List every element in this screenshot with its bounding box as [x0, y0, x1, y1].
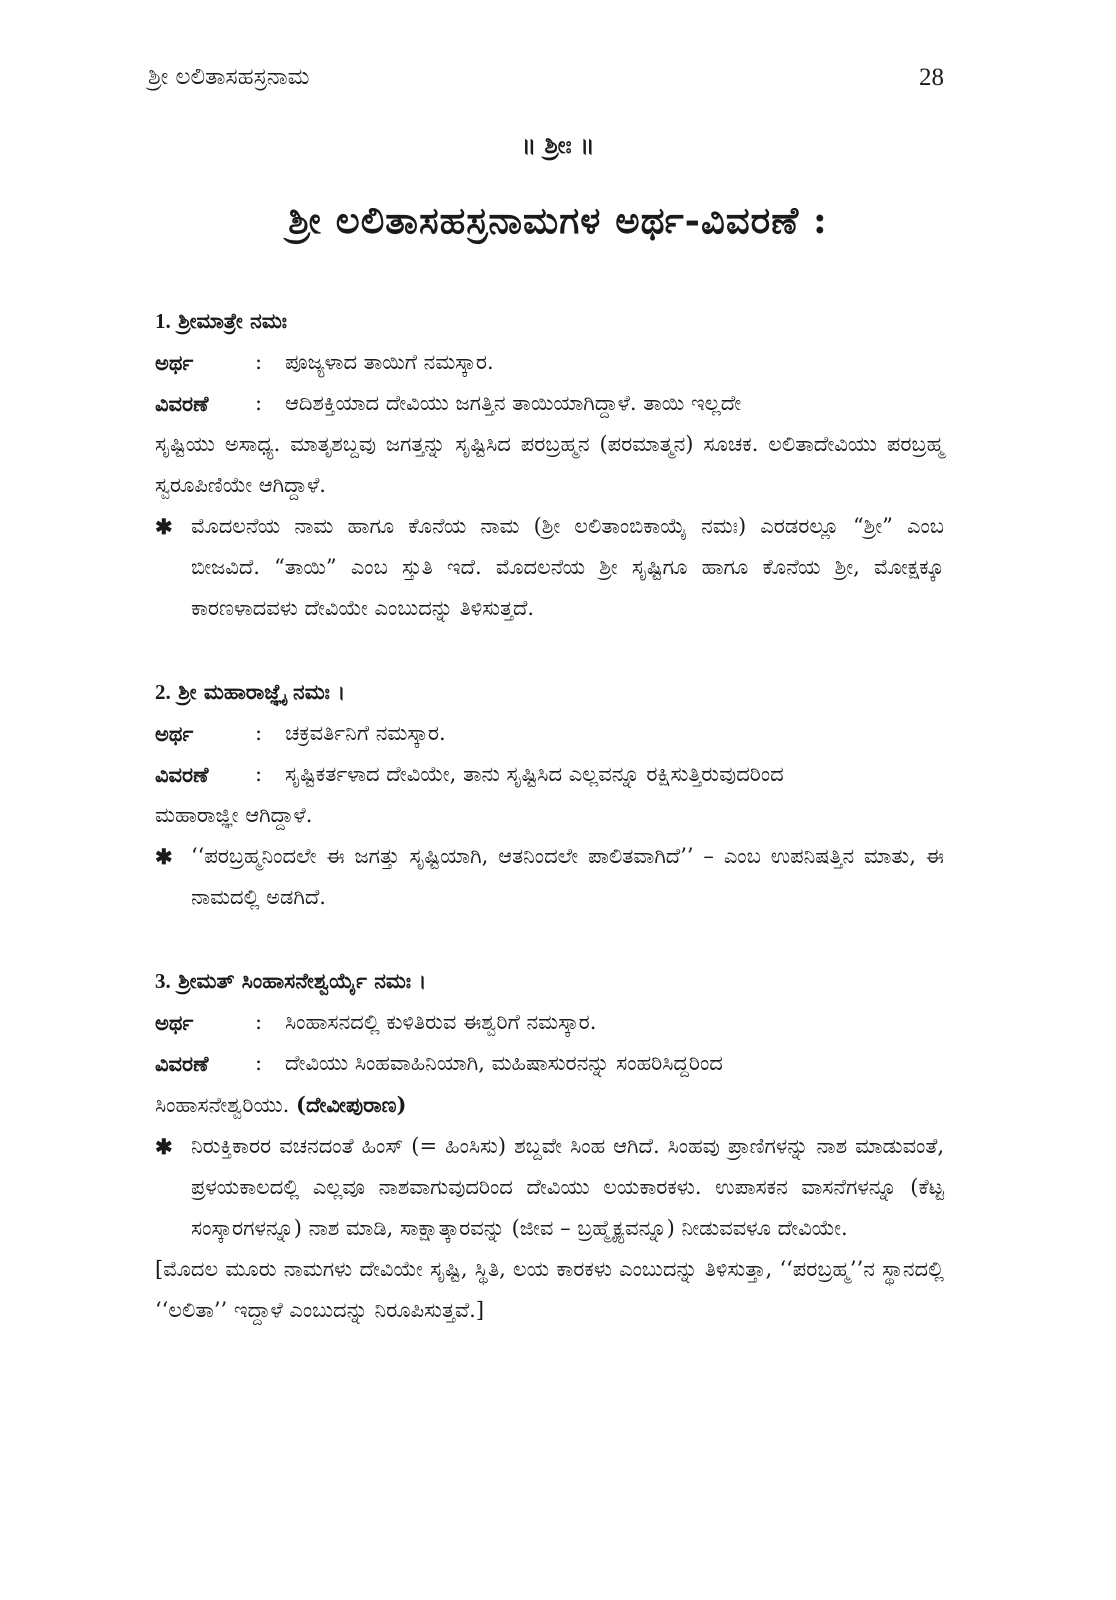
explanation-text: ಸೃಷ್ಟಿಕರ್ತಳಾದ ದೇವಿಯೇ, ತಾನು ಸೃಷ್ಟಿಸಿದ ಎಲ್ಲವನ್ನೂ ರಕ್ಷಿಸುತ್ತಿರುವುದರಿಂದ: [285, 762, 784, 786]
meaning-text: ಸಿಂಹಾಸನದಲ್ಲಿ ಕುಳಿತಿರುವ ಈಶ್ವರಿಗೆ ನಮಸ್ಕಾರ.: [285, 1010, 597, 1034]
entry-2: [155, 671, 944, 918]
entry-heading: [155, 671, 944, 713]
entry-heading: [155, 960, 944, 1002]
meaning-label: ಅರ್ಥ: [155, 350, 194, 375]
colon: :: [255, 721, 263, 745]
note-text: ಮೊದಲನೆಯ ನಾಮ ಹಾಗೂ ಕೊನೆಯ ನಾಮ (ಶ್ರೀ ಲಲಿತಾಂಬಿಕಾಯೈ ನಮಃ) ಎರಡರಲ್ಲೂ “ಶ್ರೀ” ಎಂಬ ಬೀಜವಿದೆ. “ತಾಯಿ” ಎಂಬ ಸ್ತುತಿ ಇದೆ. ಮೊದಲನೆಯ ಶ್ರೀ ಸೃಷ್ಟಿಗೂ ಹಾಗೂ ಕೊನೆಯ ಶ್ರೀ, ಮೋಕ್ಷಕ್ಕೂ ಕಾರಣಳಾದವಳು ದೇವಿಯೇ ಎಂಬುದನ್ನು ತಿಳಿಸುತ್ತದೆ.: [191, 514, 944, 620]
explanation-row: [155, 754, 944, 795]
running-title: ಶ್ರೀ ಲಲಿತಾಸಹಸ್ರನಾಮ: [148, 64, 310, 90]
explanation-label: ವಿವರಣೆ: [155, 1051, 209, 1076]
explanation-continuation: ಮಹಾರಾಜ್ಞೀ ಆಗಿದ್ದಾಳೆ.: [155, 803, 313, 827]
meaning-row: [155, 342, 944, 383]
document-body: [155, 300, 944, 1331]
explanation-label: ವಿವರಣೆ: [155, 762, 209, 787]
note: [155, 1126, 944, 1249]
colon: :: [255, 1010, 263, 1034]
explanation-continuation: [155, 1084, 944, 1126]
page-number: 28: [919, 64, 944, 91]
entry-number: 2.: [155, 680, 171, 704]
source-citation: (ದೇವೀಪುರಾಣ): [296, 1092, 407, 1117]
entry-number: 3.: [155, 969, 171, 993]
meaning-row: [155, 713, 944, 754]
note-text: ನಿರುಕ್ತಿಕಾರರ ವಚನದಂತೆ ಹಿಂಸ್ (= ಹಿಂಸಿಸು) ಶಬ್ದವೇ ಸಿಂಹ ಆಗಿದೆ. ಸಿಂಹವು ಪ್ರಾಣಿಗಳನ್ನು ನಾಶ ಮಾಡುವಂತೆ, ಪ್ರಳಯಕಾಲದಲ್ಲಿ ಎಲ್ಲವೂ ನಾಶವಾಗುವುದರಿಂದ ದೇವಿಯು ಲಯಕಾರಕಳು. ಉಪಾಸಕನ ವಾಸನೆಗಳನ್ನೂ (ಕೆಟ್ಟ ಸಂಸ್ಕಾರಗಳನ್ನೂ) ನಾಶ ಮಾಡಿ, ಸಾಕ್ಷಾತ್ಕಾರವನ್ನು (ಜೀವ – ಬ್ರಹ್ಮೈಕ್ಯವನ್ನೂ) ನೀಡುವವಳೂ ದೇವಿಯೇ.: [191, 1134, 944, 1240]
colon: :: [255, 762, 263, 786]
meaning-text: ಪೂಜ್ಯಳಾದ ತಾಯಿಗೆ ನಮಸ್ಕಾರ.: [285, 350, 494, 374]
asterisk-icon: ✱: [155, 514, 173, 539]
explanation-continuation-text: ಸಿಂಹಾಸನೇಶ್ವರಿಯು.: [155, 1093, 290, 1117]
note-text: ‘‘ಪರಬ್ರಹ್ಮನಿಂದಲೇ ಈ ಜಗತ್ತು ಸೃಷ್ಟಿಯಾಗಿ, ಆತನಿಂದಲೇ ಪಾಲಿತವಾಗಿದೆ’’ – ಎಂಬ ಉಪನಿಷತ್ತಿನ ಮಾತು, ಈ ನಾಮದಲ್ಲಿ ಅಡಗಿದೆ.: [191, 844, 944, 909]
colon: :: [255, 350, 263, 374]
explanation-text: ದೇವಿಯು ಸಿಂಹವಾಹಿನಿಯಾಗಿ, ಮಹಿಷಾಸುರನನ್ನು ಸಂಹರಿಸಿದ್ದರಿಂದ: [285, 1051, 723, 1075]
colon: :: [255, 1051, 263, 1075]
invocation: ॥ ಶ್ರೀಃ ॥: [521, 130, 595, 159]
entry-name: ಶ್ರೀಮಾತ್ರೇ ನಮಃ: [178, 308, 288, 333]
running-header: [148, 64, 944, 104]
meaning-text: ಚಕ್ರವರ್ತಿನಿಗೆ ನಮಸ್ಕಾರ.: [285, 721, 446, 745]
meaning-label: ಅರ್ಥ: [155, 721, 194, 746]
asterisk-icon: ✱: [155, 844, 173, 869]
entry-number: 1.: [155, 309, 171, 333]
colon: :: [255, 391, 263, 415]
meaning-row: [155, 1002, 944, 1043]
entry-name: ಶ್ರೀಮತ್ ಸಿಂಹಾಸನೇಶ್ವರ್ಯೈ ನಮಃ ।: [178, 968, 427, 993]
meaning-label: ಅರ್ಥ: [155, 1010, 194, 1035]
entry-1: [155, 300, 944, 629]
explanation-text: ಆದಿಶಕ್ತಿಯಾದ ದೇವಿಯು ಜಗತ್ತಿನ ತಾಯಿಯಾಗಿದ್ದಾಳೆ. ತಾಯಿ ಇಲ್ಲದೇ: [285, 391, 742, 415]
entry-3: [155, 960, 944, 1331]
explanation-continuation: ಸೃಷ್ಟಿಯು ಅಸಾಧ್ಯ. ಮಾತೃಶಬ್ದವು ಜಗತ್ತನ್ನು ಸೃಷ್ಟಿಸಿದ ಪರಬ್ರಹ್ಮನ (ಪರಮಾತ್ಮನ) ಸೂಚಕ. ಲಲಿತಾದೇವಿಯು ಪರಬ್ರಹ್ಮ ಸ್ವರೂಪಿಣಿಯೇ ಆಗಿದ್ದಾಳೆ.: [155, 432, 944, 497]
entry-name: ಶ್ರೀ ಮಹಾರಾಜ್ಞೈ ನಮಃ ।: [178, 679, 346, 704]
closing-remark: [ಮೊದಲ ಮೂರು ನಾಮಗಳು ದೇವಿಯೇ ಸೃಷ್ಟಿ, ಸ್ಥಿತಿ, ಲಯ ಕಾರಕಳು ಎಂಬುದನ್ನು ತಿಳಿಸುತ್ತಾ, ‘‘ಪರಬ್ರಹ್ಮ’’ನ ಸ್ಥಾನದಲ್ಲಿ ‘‘ಲಲಿತಾ’’ ಇದ್ದಾಳೆ ಎಂಬುದನ್ನು ನಿರೂಪಿಸುತ್ತವೆ.]: [155, 1257, 944, 1322]
asterisk-icon: ✱: [155, 1134, 173, 1159]
entry-heading: [155, 300, 944, 342]
explanation-row: [155, 383, 944, 424]
explanation-row: [155, 1043, 944, 1084]
explanation-label: ವಿವರಣೆ: [155, 391, 209, 416]
note: [155, 506, 944, 629]
page-title: ಶ್ರೀ ಲಲಿತಾಸಹಸ್ರನಾಮಗಳ ಅರ್ಥ-ವಿವರಣೆ :: [288, 198, 828, 242]
note: [155, 836, 944, 918]
